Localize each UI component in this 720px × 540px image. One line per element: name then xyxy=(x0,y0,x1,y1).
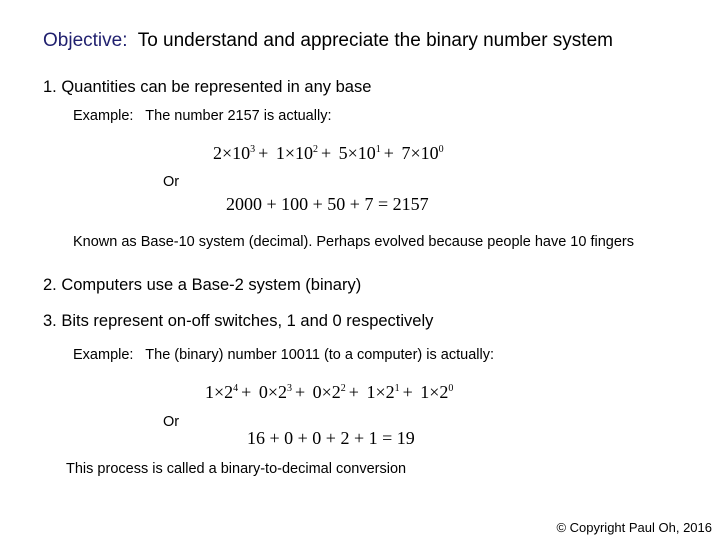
base10-expansion: $2\times 10^3 + 1\times 10^2 + 5\times 10^1 + 7\times 10^0$ xyxy=(213,143,444,163)
point-1-example xyxy=(73,108,331,124)
term: $1\times 2^4$ xyxy=(205,382,239,402)
term: $0\times 2^2$ xyxy=(312,382,346,402)
base2-sum: 16 + 0 + 0 + 2 + 1 = 19 xyxy=(247,428,415,448)
point-1-heading: 1. Quantities can be represented in any base xyxy=(43,78,372,96)
term: $2\times 10^3$ xyxy=(213,143,256,163)
example-label: Example: xyxy=(73,108,134,124)
objective-text: To understand and appreciate the binary number system xyxy=(137,30,613,51)
copyright-footer: © Copyright Paul Oh, 2016 xyxy=(556,520,712,535)
point-3-heading: 3. Bits represent on-off switches, 1 and 0 respectively xyxy=(43,312,434,330)
base2-expansion: $1\times 2^4 + 0\times 2^3 + 0\times 2^2 + 1\times 2^1 + 1\times 2^0$ xyxy=(205,382,454,402)
term: $5\times 10^1$ xyxy=(338,143,381,163)
example-text: The (binary) number 10011 (to a computer) is actually: xyxy=(145,347,494,363)
term: $1\times 2^0$ xyxy=(420,382,454,402)
objective-line xyxy=(43,30,613,52)
point-3-example xyxy=(73,347,494,363)
term: $0\times 2^3$ xyxy=(258,382,292,402)
base2-note: This process is called a binary-to-decimal conversion xyxy=(66,461,407,477)
example-label: Example: xyxy=(73,347,134,363)
example-text: The number 2157 is actually: xyxy=(145,108,332,124)
base10-note: Known as Base-10 system (decimal). Perhaps evolved because people have 10 fingers xyxy=(73,234,634,250)
or-label: Or xyxy=(163,174,180,190)
term: $7\times 10^0$ xyxy=(401,143,444,163)
term: $1\times 2^1$ xyxy=(366,382,400,402)
base10-sum: 2000 + 100 + 50 + 7 = 2157 xyxy=(226,194,429,214)
point-2-heading: 2. Computers use a Base-2 system (binary) xyxy=(43,276,362,294)
term: $1\times 10^2$ xyxy=(275,143,318,163)
or-label: Or xyxy=(163,414,180,430)
objective-label: Objective: xyxy=(43,30,128,51)
